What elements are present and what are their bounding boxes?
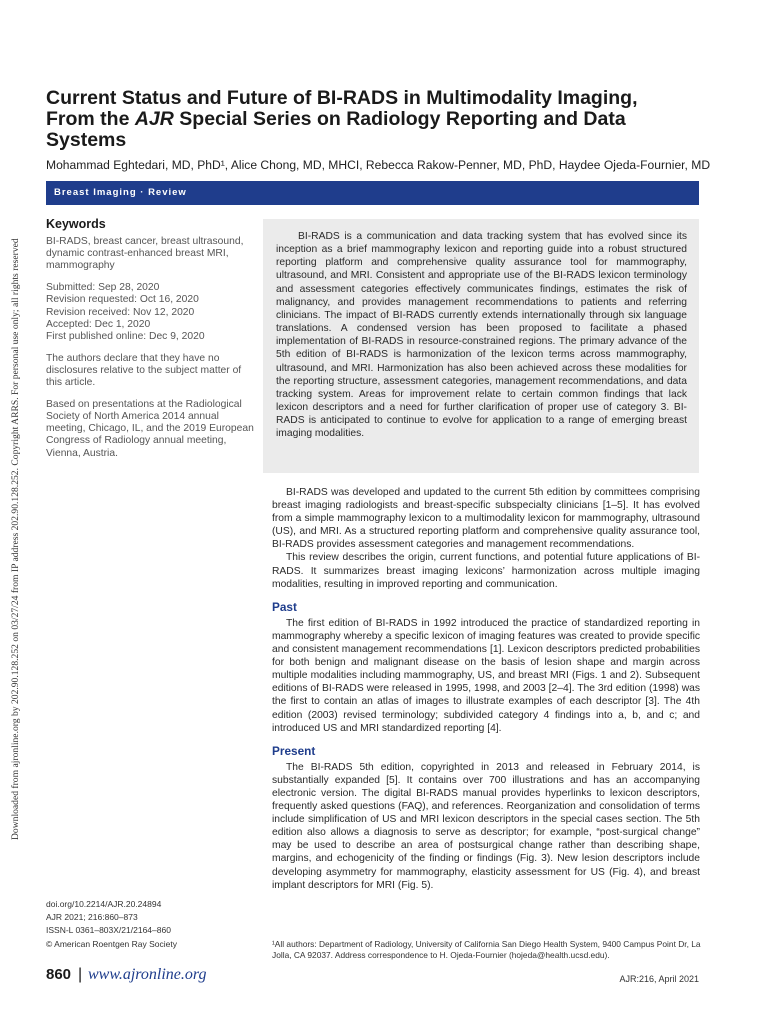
title-journal: AJR xyxy=(134,108,174,130)
section-banner xyxy=(46,181,699,205)
download-watermark-text: Downloaded from ajronline.org by 202.90.128.252 on 03/27/24 from IP address 202.90.128.252. Copyright ARRS. For personal use only; all rights reserved xyxy=(10,238,21,840)
date-submitted: Submitted: Sep 28, 2020 xyxy=(46,282,160,294)
article-title xyxy=(46,88,646,151)
date-revision-received: Revision received: Nov 12, 2020 xyxy=(46,306,195,318)
intro-paragraph-2: This review describes the origin, current functions, and potential future applications of BI-RADS. It summarizes breast imaging lexicons’ harmonization across multiple imaging modalities, resulting in improved reporting and communication. xyxy=(272,552,700,590)
past-heading: Past xyxy=(272,599,297,614)
journal-website-link[interactable]: www.ajronline.org xyxy=(88,966,207,983)
disclosure-statement: The authors declare that they have no disclosures relative to the subject matter of this article. xyxy=(46,352,242,389)
keywords-heading: Keywords xyxy=(46,217,106,231)
date-revision-requested: Revision requested: Oct 16, 2020 xyxy=(46,294,199,306)
section-banner-label: Breast Imaging · Review xyxy=(54,187,187,198)
keywords-text: BI-RADS, breast cancer, breast ultrasound, dynamic contrast-enhanced breast MRI, mammography xyxy=(46,236,244,272)
page-footer xyxy=(46,966,699,986)
author-list: Mohammad Eghtedari, MD, PhD¹, Alice Chong, MD, MHCI, Rebecca Rakow-Penner, MD, PhD, Haydee Ojeda-Fournier, MD xyxy=(46,158,711,172)
article-body xyxy=(272,486,700,892)
author-affiliation-footnote: ¹All authors: Department of Radiology, University of California San Diego Health System, 9400 Campus Point Dr, La Jolla, CA 92037. Address correspondence to H. Ojeda-Fournier (hojeda@health.ucsd.edu). xyxy=(272,939,701,960)
download-watermark xyxy=(3,180,21,840)
present-heading: Present xyxy=(272,743,316,758)
doi-link[interactable]: doi.org/10.2214/AJR.20.24894 xyxy=(46,899,162,909)
page-number: 860 xyxy=(46,966,72,983)
date-published: First published online: Dec 9, 2020 xyxy=(46,330,205,342)
footer-separator: | xyxy=(78,966,83,983)
article-metadata xyxy=(46,898,266,951)
article-sidebar xyxy=(46,218,256,470)
date-accepted: Accepted: Dec 1, 2020 xyxy=(46,318,151,330)
citation: AJR 2021; 216:860–873 xyxy=(46,912,138,923)
issn: ISSN-L 0361–803X/21/2164–860 xyxy=(46,925,171,936)
presentation-note: Based on presentations at the Radiological Society of North America 2014 annual meeting, Chicago, IL, and the 2019 European Congress of Radiology annual meeting, Vienna, Austria. xyxy=(46,399,254,459)
past-paragraph: The first edition of BI-RADS in 1992 introduced the practice of standardized reporting in mammography whereby a specific lexicon of imaging features was created to provide specific and consistent management recommendations [1]. Lexicon descriptors predicted probabilities for both benign and malignant disease on the basis of lesion shape and margin across multiple modalities including mammography, US, and breast MRI (Figs. 1 and 2). Subsequent editions of BI-RADS were released in 1995, 1998, and 2003 [2–4]. The 3rd edition (1998) was the first to contain an atlas of images to illustrate examples of each descriptor [3]. The 4th edition (2003) revised terminology; subdivided category 4 findings into a, b, and c; and introduced US and MRI standardized reporting [4]. xyxy=(272,617,700,734)
abstract-box: BI-RADS is a communication and data tracking system that has evolved since its inception as a brief mammography lexicon and reporting guide into a robust structured reporting platform and comprehensive quality assurance tool for mammography, ultrasound, and MRI. Consistent and appropriate use of the BI-RADS lexicon terminology and assessment categories effectively communicates findings, estimates the risk of malignancy, and provides management recommendations to patients and referring clinicians. The impact of BI-RADS currently extends internationally through six language translations. A condensed version has been proposed to facilitate a phased implementation of BI-RADS in resource-constrained regions. The primary advance of the 5th edition of BI-RADS is harmonization of the lexicon terms across mammography, ultrasound, and MRI. Harmonization has also been achieved across these modalities for the reporting structure, assessment categories, management recommendations, and data tracking system. Areas for improvement relate to certain common findings that lack lexicon descriptors and a need for further clarification of proper use of category 3. BI-RADS is anticipated to continue to evolve for application to a range of emerging breast imaging modalities. xyxy=(263,219,699,473)
intro-paragraph-1: BI-RADS was developed and updated to the current 5th edition by committees comprising breast imaging radiologists and breast-specific subspecialty clinicians [1–5]. It has evolved from a simple mammography lexicon to a multimodality lexicon for mammography, ultrasound (US), and MRI. As a structured reporting platform and comprehensive quality assurance tool, BI-RADS provides assessment categories and management recommendations. xyxy=(272,487,700,551)
copyright: © American Roentgen Ray Society xyxy=(46,938,177,949)
publication-dates xyxy=(46,282,256,342)
issue-label: AJR:216, April 2021 xyxy=(619,974,699,984)
present-paragraph: The BI-RADS 5th edition, copyrighted in 2013 and released in February 2014, is substantially expanded [5]. It contains over 700 illustrations and has an accompanying electronic version. The digital BI-RADS manual provides hyperlinks to lexicon descriptors, frequently asked questions (FAQ), and references. Reorganization and consolidation of terms include simplification of US and MRI lexicon descriptors in the special cases section. The 5th edition also allows a diagnosis to serve as descriptor; for example, “post-surgical change” may be used to describe an area of postsurgical change rather than describing shape, margins, and echogenicity of the finding or findings (Fig. 3). New lesion descriptors include developing asymmetry for mammography, elasticity assessment for US (Fig. 4), and breast implant descriptors for MRI (Fig. 5). xyxy=(272,761,700,891)
title-part-2: Special Series on Radiology Reporting and Data Systems xyxy=(46,108,626,151)
title-part-1: Current Status and Future of BI-RADS in Multimodality Imaging, From the xyxy=(46,87,638,130)
